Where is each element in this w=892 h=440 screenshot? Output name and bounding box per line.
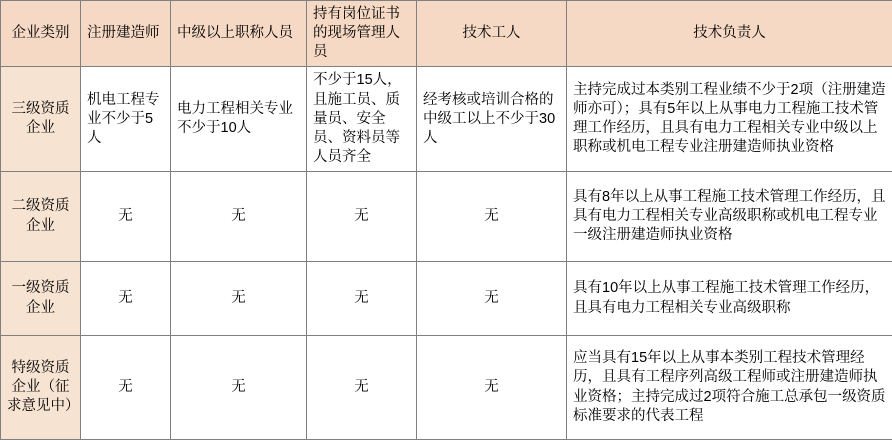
cell-technical-workers: 无 (417, 336, 567, 440)
cell-technical-leader: 应当具有15年以上从事本类别工程技术管理经历，且具有工程序列高级工程师或注册建造师执业资格；主持完成过2项符合施工总承包一级资质标准要求的代表工程 (567, 336, 892, 440)
cell-registered-builder: 无 (81, 172, 171, 262)
column-header-site-management: 持有岗位证书的现场管理人员 (307, 1, 417, 67)
cell-technical-leader: 主持完成过本类别工程业绩不少于2项（注册建造师亦可）；具有5年以上从事电力工程施工技术管理工作经历，且具有电力工程相关专业中级以上职称或机电工程专业注册建造师执业资格 (567, 67, 892, 172)
cell-registered-builder: 无 (81, 262, 171, 336)
column-header-registered-builder: 注册建造师 (81, 1, 171, 67)
cell-technical-leader: 具有10年以上从事工程施工技术管理工作经历，且具有电力工程相关专业高级职称 (567, 262, 892, 336)
cell-technical-leader: 具有8年以上从事工程施工技术管理工作经历，且具有电力工程相关专业高级职称或机电工程专业一级注册建造师执业资格 (567, 172, 892, 262)
table-row (1, 336, 892, 440)
column-header-technical-workers: 技术工人 (417, 1, 567, 67)
cell-site-management: 无 (307, 172, 417, 262)
cell-registered-builder: 机电工程专业不少于5人 (81, 67, 171, 172)
table-row (1, 67, 892, 172)
column-header-technical-leader: 技术负责人 (567, 1, 892, 67)
cell-technical-workers: 无 (417, 262, 567, 336)
row-label-level2: 二级资质企业 (1, 172, 81, 262)
cell-mid-title-staff: 无 (171, 262, 307, 336)
column-header-mid-title-staff: 中级以上职称人员 (171, 1, 307, 67)
cell-site-management: 无 (307, 336, 417, 440)
column-header-category: 企业类别 (1, 1, 81, 67)
row-label-level3: 三级资质企业 (1, 67, 81, 172)
table-row (1, 172, 892, 262)
cell-mid-title-staff: 电力工程相关专业不少于10人 (171, 67, 307, 172)
row-label-special: 特级资质企业（征求意见中） (1, 336, 81, 440)
cell-mid-title-staff: 无 (171, 172, 307, 262)
table-row (1, 262, 892, 336)
cell-technical-workers: 无 (417, 172, 567, 262)
row-label-level1: 一级资质企业 (1, 262, 81, 336)
cell-site-management: 不少于15人，且施工员、质量员、安全员、资料员等人员齐全 (307, 67, 417, 172)
cell-site-management: 无 (307, 262, 417, 336)
cell-technical-workers: 经考核或培训合格的中级工以上不少于30人 (417, 67, 567, 172)
cell-mid-title-staff: 无 (171, 336, 307, 440)
table-header-row (1, 1, 892, 67)
cell-registered-builder: 无 (81, 336, 171, 440)
